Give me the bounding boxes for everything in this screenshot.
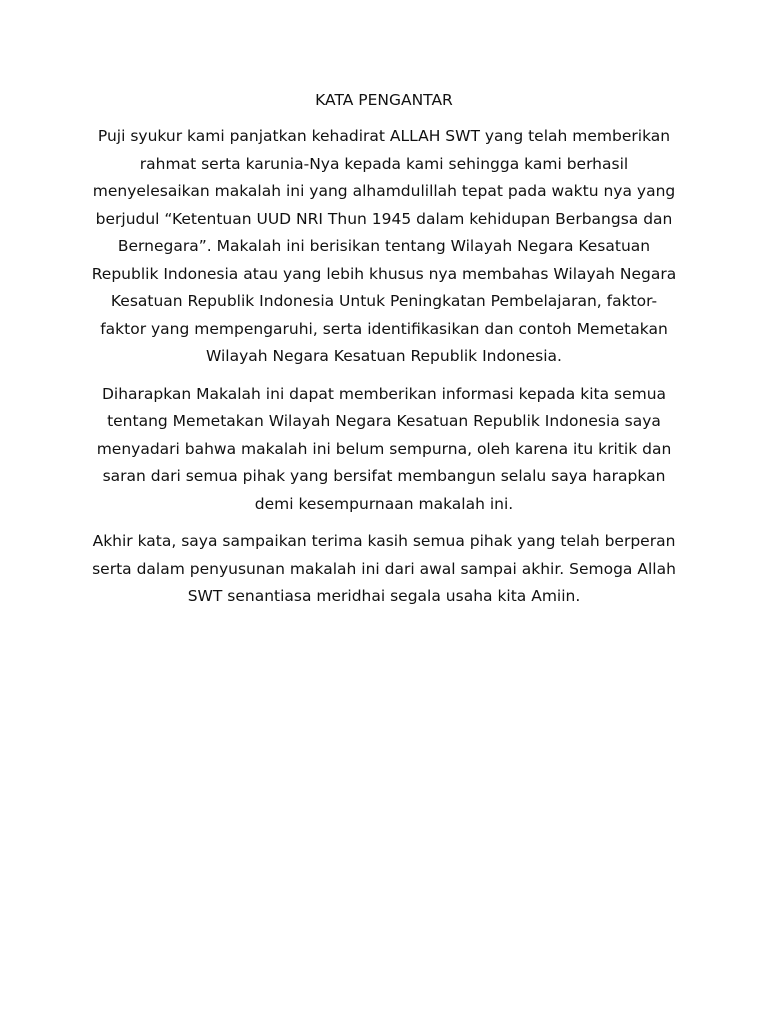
paragraph-intro: Puji syukur kami panjatkan kehadirat ALLAH SWT yang telah memberikan rahmat serta karunia-Nya kepada kami sehingga kami berhasil menyelesaikan makalah ini yang alhamdulillah tepat pada waktu nya yang berjudul “Ketentuan UUD NRI Thun 1945 dalam kehidupan Berbangsa dan Bernegara”. Makalah ini berisikan tentang Wilayah Negara Kesatuan Republik Indonesia atau yang lebih khusus nya membahas Wilayah Negara Kesatuan Republik Indonesia Untuk Peningkatan Pembelajaran, faktor-faktor yang mempengaruhi, serta identifikasikan dan contoh Memetakan Wilayah Negara Kesatuan Republik Indonesia. (91, 127, 677, 365)
document-content (90, 88, 678, 621)
paragraph-hope: Diharapkan Makalah ini dapat memberikan informasi kepada kita semua tentang Memetakan Wilayah Negara Kesatuan Republik Indonesia saya menyadari bahwa makalah ini belum sempurna, oleh karena itu kritik dan saran dari semua pihak yang bersifat membangun selalu saya harapkan demi kesempurnaan makalah ini. (96, 384, 672, 513)
document-title: KATA PENGANTAR (315, 91, 453, 109)
paragraph-closing: Akhir kata, saya sampaikan terima kasih semua pihak yang telah berperan serta dalam penyusunan makalah ini dari awal sampai akhir. Semoga Allah SWT senantiasa meridhai segala usaha kita Amiin. (92, 532, 676, 605)
